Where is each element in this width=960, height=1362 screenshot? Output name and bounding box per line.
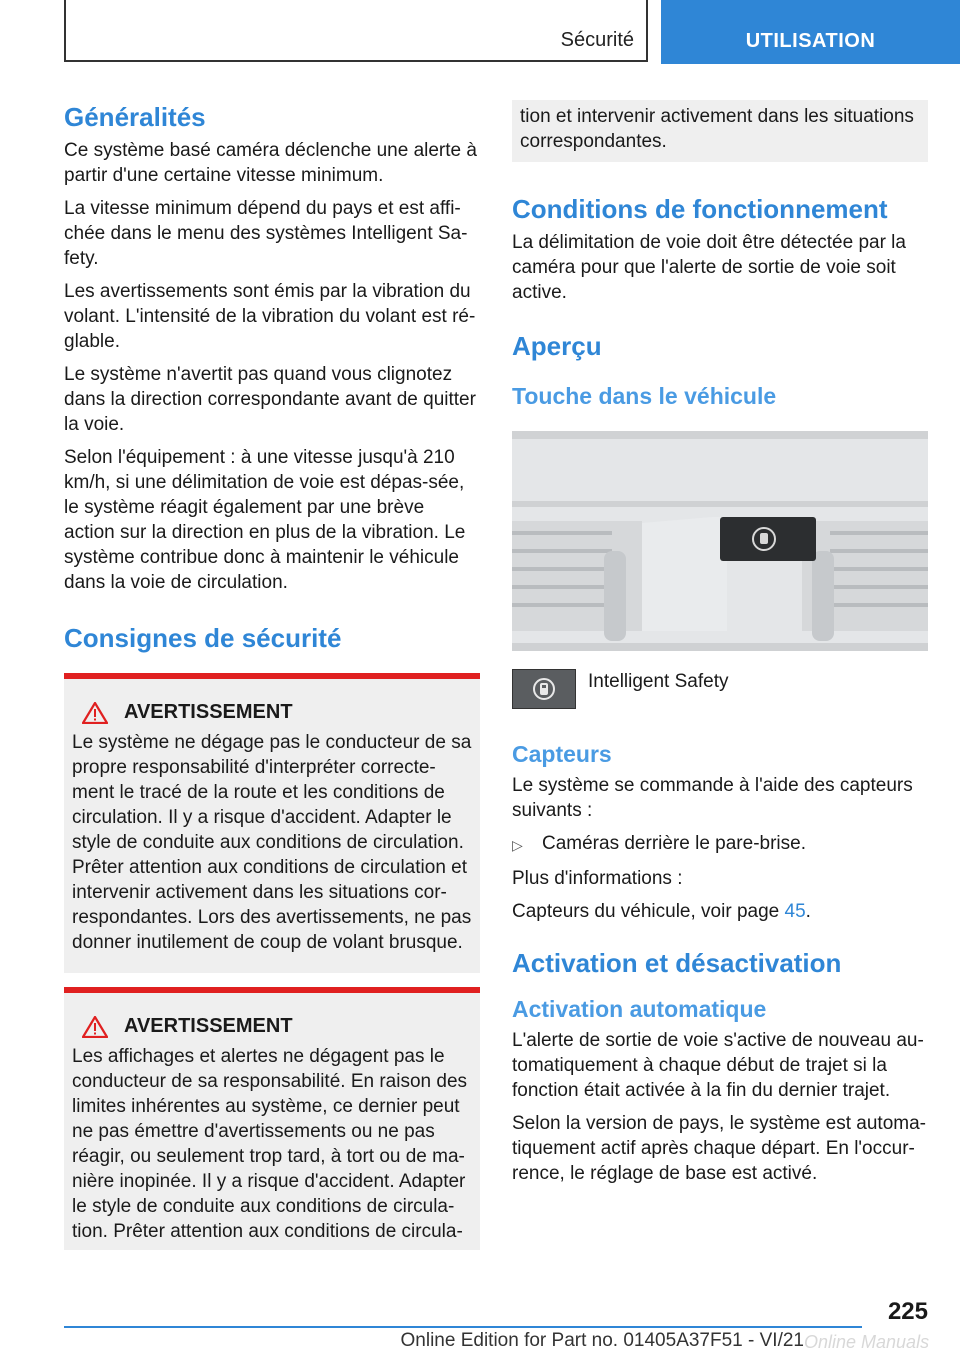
heading-touche: Touche dans le véhicule — [512, 383, 777, 409]
page-number: 225 — [887, 1298, 928, 1325]
paragraph: La délimitation de voie doit être détectée par la caméra pour que l'alerte de sortie de voie soit active. — [512, 232, 906, 303]
warning-title: AVERTISSEMENT — [72, 1015, 472, 1038]
paragraph: Les avertissements sont émis par la vibration du volant. L'intensité de la vibration du volant est ré‐glable. — [64, 281, 476, 352]
warning-box — [64, 673, 480, 973]
page-reference: Capteurs du véhicule, voir page 45. — [512, 901, 811, 922]
paragraph: Le système se commande à l'aide des capteurs suivants : — [512, 775, 913, 821]
heading-capteurs: Capteurs — [512, 741, 612, 767]
heading-activation: Activation et désactivation — [512, 948, 842, 978]
warning-text: Le système ne dégage pas le conducteur de sa propre responsabilité d'interpréter correcte‐ment le tracé de la route et les conditions de circulation. Il y a risque d'accident. Adapter le style de conduite aux conditions de circulation. Prêter attention aux conditions de circulation et intervenir activement dans les situations cor‐respondantes. Lors des avertissements, ne pas donner inutilement de coup de volant brusque. — [72, 732, 472, 953]
warning-box — [64, 987, 480, 1250]
warning-triangle-icon — [82, 1016, 108, 1038]
edition-text: Online Edition for Part no. 01405A37F51 - VI/21 — [400, 1330, 804, 1351]
page-header — [64, 0, 960, 64]
page-link[interactable]: 45 — [784, 901, 806, 922]
warning-continuation — [512, 100, 928, 162]
paragraph: La vitesse minimum dépend du pays et est affi‐chée dans le menu des systèmes Intelligent Sa‐fety. — [64, 198, 468, 269]
warning-triangle-icon — [82, 702, 108, 724]
watermark: Online Manuals — [804, 1332, 930, 1352]
paragraph: Plus d'informations : — [512, 868, 683, 889]
paragraph: Selon l'équipement : à une vitesse jusqu'à 210 km/h, si une délimitation de voie est dépas‐sée, le système réagit également par une brève action sur la direction en plus de la vibration. Le système contribue donc à maintenir le véhicule dans la voie de circulation. — [64, 447, 466, 593]
left-column — [64, 100, 480, 1250]
button-label: Intelligent Safety — [588, 671, 729, 692]
paragraph: Selon la version de pays, le système est automa‐tiquement actif après chaque départ. En l'occur‐rence, le réglage de base est activé. — [512, 1113, 926, 1184]
chapter-tab: UTILISATION — [661, 0, 960, 64]
heading-consignes: Consignes de sécurité — [64, 623, 342, 653]
warning-text: Les affichages et alertes ne dégagent pas le conducteur de sa responsabilité. En raison des limites inhérentes au système, ce dernier peut ne pas émettre d'avertissements ou ne pas réagir, ou seulement trop tard, à tort ou de ma‐nière inopinée. Il y a risque d'accident. Adapter le style de conduite aux conditions de circula‐tion. Prêter attention aux conditions de circula‐ — [72, 1046, 468, 1242]
vehicle-button-figure — [512, 431, 928, 651]
heading-apercu: Aperçu — [512, 331, 602, 361]
list-item: ▷ Caméras derrière le pare-brise. — [512, 831, 928, 858]
paragraph: Ce système basé caméra déclenche une alerte à partir d'une certaine vitesse minimum. — [64, 140, 477, 186]
heading-auto: Activation automatique — [512, 996, 767, 1022]
footer-divider — [64, 1326, 862, 1328]
lane-assist-icon — [532, 677, 556, 701]
heading-generalites: Généralités — [64, 102, 206, 132]
heading-conditions: Conditions de fonctionnement — [512, 194, 888, 224]
right-column — [512, 100, 928, 1194]
intelligent-safety-button-icon — [512, 669, 576, 709]
section-title: Sécurité — [64, 0, 648, 62]
dashboard-illustration — [512, 431, 928, 651]
paragraph: Le système n'avertit pas quand vous clignotez dans la direction correspondante avant de quitter la voie. — [64, 364, 476, 435]
warning-text: tion et intervenir activement dans les situations correspondantes. — [520, 106, 914, 152]
warning-title: AVERTISSEMENT — [72, 701, 472, 724]
button-legend — [512, 669, 928, 709]
paragraph: L'alerte de sortie de voie s'active de nouveau au‐tomatiquement à chaque début de trajet si la fonction était activée à la fin du dernier trajet. — [512, 1030, 924, 1101]
triangle-bullet-icon: ▷ — [512, 837, 523, 853]
